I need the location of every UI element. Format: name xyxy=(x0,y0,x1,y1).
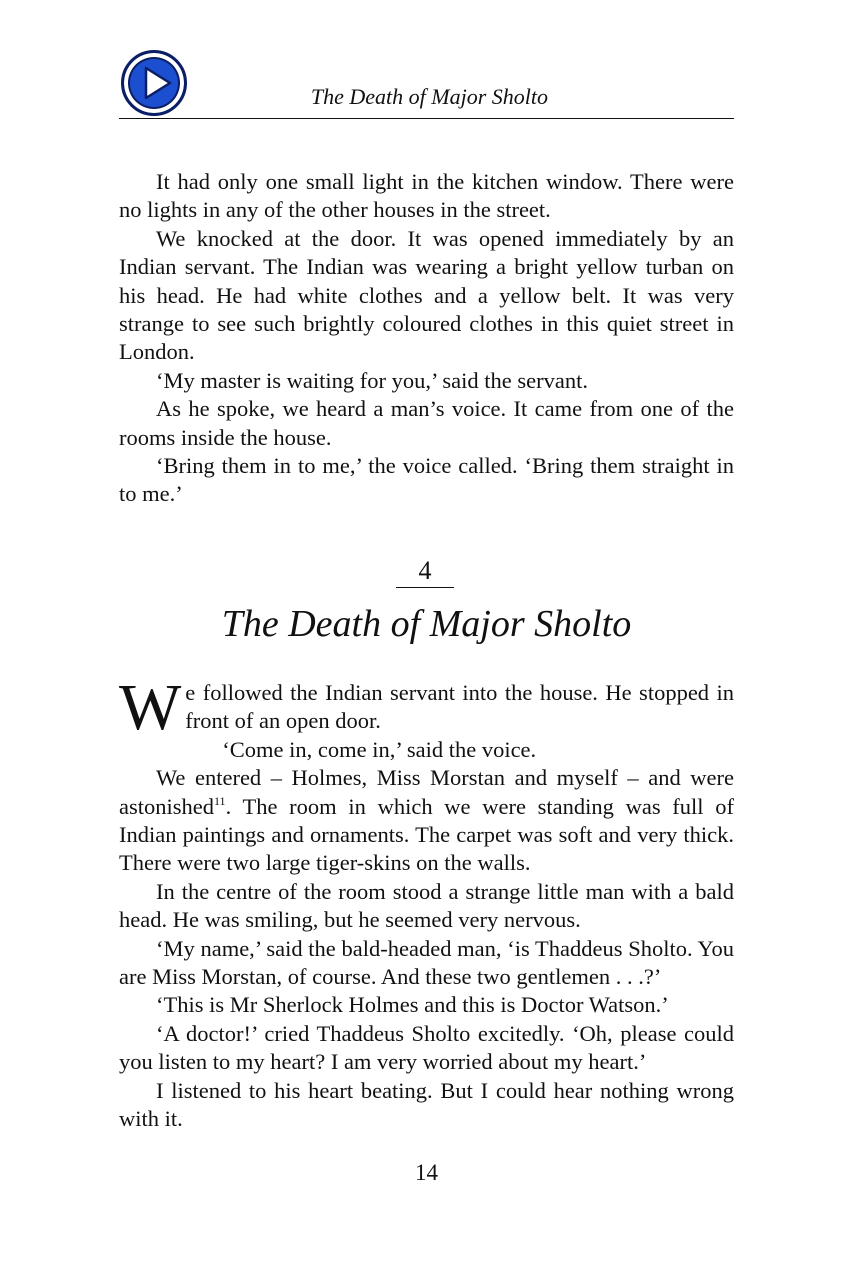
paragraph: ‘My master is waiting for you,’ said the servant. xyxy=(156,367,588,393)
paragraph-first xyxy=(119,671,734,744)
paragraph: ‘This is Mr Sherlock Holmes and this is Doctor Watson.’ xyxy=(156,992,669,1018)
text-block-top xyxy=(119,168,734,509)
paragraph-text: . The room in which we were standing was full of Indian paintings and ornaments. The carpet was soft and very thick. There were two large tiger-skins on the walls. xyxy=(119,793,734,876)
page-number: 14 xyxy=(415,1160,438,1185)
header-rule xyxy=(119,118,734,119)
paragraph: ‘A doctor!’ cried Thaddeus Sholto excitedly. ‘Oh, please could you listen to my heart? I am very worried about my heart.’ xyxy=(119,1020,734,1075)
paragraph-first-text: e followed the Indian servant into the house. He stopped in front of an open door. xyxy=(185,680,734,734)
paragraph: ‘Come in, come in,’ said the voice. xyxy=(222,736,537,762)
play-button[interactable] xyxy=(121,50,187,116)
paragraph: We knocked at the door. It was opened immediately by an Indian servant. The Indian was wearing a bright yellow turban on his head. He had white clothes and a yellow belt. It was very strange to see such brightly coloured clothes in this quiet street in London. xyxy=(119,225,734,365)
paragraph-with-note xyxy=(119,764,734,878)
paragraph: I listened to his heart beating. But I could hear nothing wrong with it. xyxy=(119,1077,734,1132)
chapter-number: 4 xyxy=(396,556,454,588)
paragraph: ‘My name,’ said the bald-headed man, ‘is Thaddeus Sholto. You are Miss Morstan, of course. And these two gentlemen . . .?’ xyxy=(119,935,734,990)
running-head-title: The Death of Major Sholto xyxy=(310,84,548,109)
paragraph: ‘Bring them in to me,’ the voice called. ‘Bring them straight in to me.’ xyxy=(119,453,734,507)
paragraph: As he spoke, we heard a man’s voice. It came from one of the rooms inside the house. xyxy=(119,396,734,450)
text-block-chapter xyxy=(119,671,734,1134)
footnote-marker: 11 xyxy=(214,793,226,808)
drop-cap: W xyxy=(119,671,182,744)
chapter-title: The Death of Major Sholto xyxy=(221,603,632,645)
paragraph: In the centre of the room stood a strange little man with a bald head. He was smiling, but he seemed very nervous. xyxy=(119,878,734,933)
paragraph-text: We entered – Holmes, Miss Morstan and myself – and were astonished xyxy=(119,765,734,819)
play-icon xyxy=(124,53,184,113)
paragraph: It had only one small light in the kitchen window. There were no lights in any of the other houses in the street. xyxy=(119,169,734,223)
